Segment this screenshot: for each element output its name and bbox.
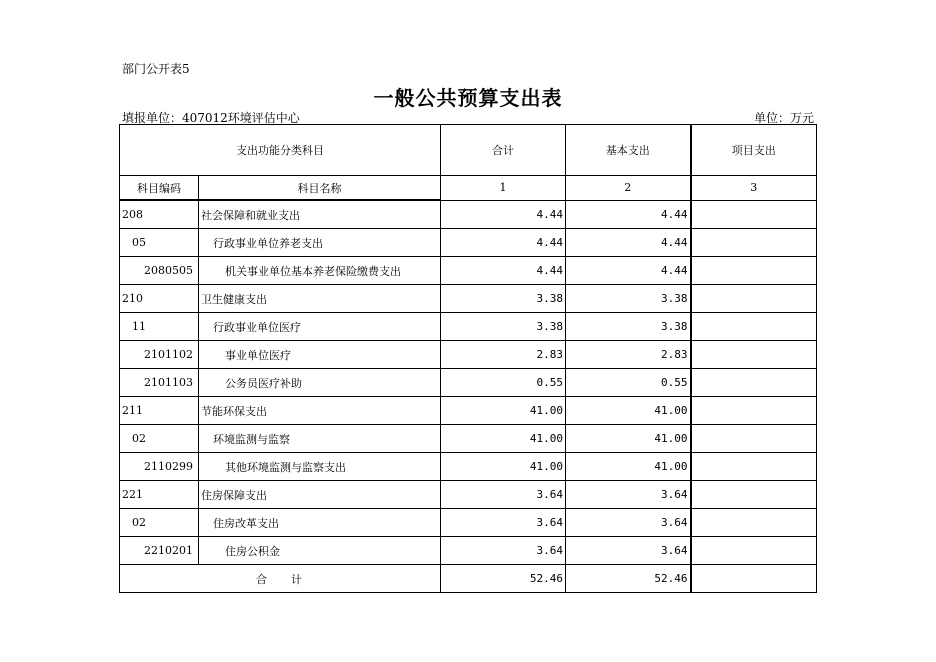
row-project [691,313,817,341]
row-project [691,509,817,537]
page-title: 一般公共预算支出表 [373,86,563,110]
row-total: 4.44 [441,229,566,257]
row-basic: 4.44 [566,257,691,285]
row-name: 机关事业单位基本养老保险缴费支出 [199,257,441,285]
row-basic: 3.38 [566,285,691,313]
row-code: 11 [120,313,199,341]
row-basic: 3.64 [566,481,691,509]
row-total: 3.64 [441,537,566,565]
row-project [691,537,817,565]
row-code: 211 [120,397,199,425]
row-basic: 3.38 [566,313,691,341]
row-code: 2101102 [120,341,199,369]
table-row [120,341,817,369]
row-code: 02 [120,425,199,453]
total-row-label [120,565,441,593]
table-row [120,229,817,257]
row-name: 住房保障支出 [199,481,441,509]
category-header: 支出功能分类科目 [120,125,441,176]
row-project [691,369,817,397]
row-basic: 41.00 [566,425,691,453]
name-header: 科目名称 [199,176,441,201]
row-code: 208 [120,200,199,229]
row-name: 行政事业单位医疗 [199,313,441,341]
total-row-project [691,565,817,593]
table-row [120,509,817,537]
row-project [691,397,817,425]
row-name: 节能环保支出 [199,397,441,425]
row-project [691,481,817,509]
row-total: 3.64 [441,481,566,509]
row-total: 41.00 [441,425,566,453]
row-code: 210 [120,285,199,313]
basic-header: 基本支出 [566,125,691,176]
budget-expenditure-table [119,124,817,593]
table-row [120,200,817,229]
index-1: 1 [441,176,566,201]
row-project [691,285,817,313]
row-total: 3.38 [441,313,566,341]
row-basic: 0.55 [566,369,691,397]
code-header: 科目编码 [120,176,199,201]
total-label-part-b: 计 [291,572,304,586]
row-total: 41.00 [441,453,566,481]
row-code: 02 [120,509,199,537]
row-project [691,229,817,257]
row-basic: 41.00 [566,453,691,481]
row-project [691,453,817,481]
row-name: 行政事业单位养老支出 [199,229,441,257]
row-name: 环境监测与监察 [199,425,441,453]
row-total: 4.44 [441,257,566,285]
row-code: 05 [120,229,199,257]
row-code: 2101103 [120,369,199,397]
row-total: 3.38 [441,285,566,313]
row-name: 公务员医疗补助 [199,369,441,397]
row-basic: 4.44 [566,229,691,257]
table-number-label: 部门公开表5 [122,62,190,76]
project-header: 项目支出 [691,125,817,176]
reporting-unit-label: 填报单位：407012环境评估中心 [122,111,300,125]
table-row [120,285,817,313]
row-project [691,200,817,229]
total-row-total: 52.46 [441,565,566,593]
row-project [691,341,817,369]
currency-unit-label: 单位：万元 [753,111,814,125]
table-row [120,257,817,285]
table-row [120,425,817,453]
row-total: 2.83 [441,341,566,369]
row-basic: 3.64 [566,537,691,565]
row-total: 41.00 [441,397,566,425]
row-code: 221 [120,481,199,509]
row-code: 2080505 [120,257,199,285]
row-basic: 4.44 [566,200,691,229]
total-row-basic: 52.46 [566,565,691,593]
total-label-part-a: 合 [256,572,269,586]
row-total: 3.64 [441,509,566,537]
row-project [691,257,817,285]
row-name: 住房公积金 [199,537,441,565]
table-row [120,537,817,565]
header-row-1 [120,125,817,176]
row-code: 2110299 [120,453,199,481]
row-name: 社会保障和就业支出 [199,200,441,229]
row-basic: 41.00 [566,397,691,425]
header-row-2 [120,176,817,201]
table-row [120,481,817,509]
total-row [120,565,817,593]
row-name: 其他环境监测与监察支出 [199,453,441,481]
row-total: 0.55 [441,369,566,397]
index-2: 2 [566,176,691,201]
row-project [691,425,817,453]
row-name: 住房改革支出 [199,509,441,537]
total-header: 合计 [441,125,566,176]
table-row [120,397,817,425]
row-name: 卫生健康支出 [199,285,441,313]
row-basic: 3.64 [566,509,691,537]
row-code: 2210201 [120,537,199,565]
row-basic: 2.83 [566,341,691,369]
index-3: 3 [691,176,817,201]
row-total: 4.44 [441,200,566,229]
table-row [120,313,817,341]
table-row [120,369,817,397]
table-row [120,453,817,481]
row-name: 事业单位医疗 [199,341,441,369]
